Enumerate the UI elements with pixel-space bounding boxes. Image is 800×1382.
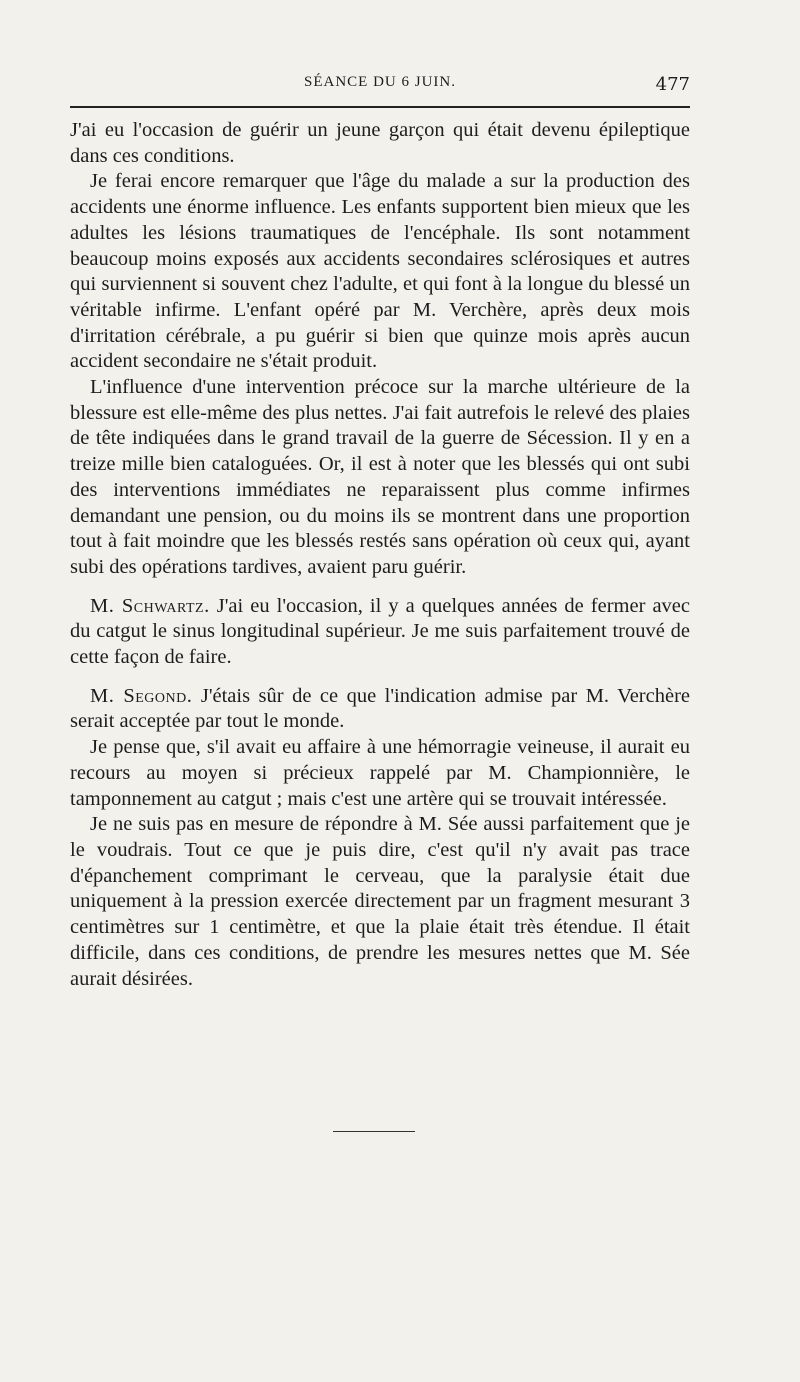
section-end-rule [333,1131,415,1132]
body-text [70,118,690,992]
paragraph: Je pense que, s'il avait eu affaire à une hémorragie veineuse, il aurait eu recours au moyen si précieux rappelé par M. Championnière, le tamponnement au catgut ; mais c'est une artère qui se trouvait intéressée. [70,736,690,810]
paragraph: L'influence d'une intervention précoce sur la marche ultérieure de la blessure est elle-même des plus nettes. J'ai fait autrefois le relevé des plaies de tête indiquées dans le grand travail de la guerre de Sécession. Il y en a treize mille bien cataloguées. Or, il est à noter que les blessés qui ont subi des interventions immédiates ne reparaissent plus comme infirmes demandant une pension, ou du moins ils se montrent dans une proportion tout à fait moindre que les blessés restés sans opération où ceux qui, ayant subi des opérations tardives, avaient paru guérir. [70,376,690,578]
header-rule [70,106,690,108]
paragraph: Je ne suis pas en mesure de répondre à M. Sée aussi parfaitement que je le voudrais. Tout ce que je puis dire, c'est qu'il n'y avait pas trace d'épanchement comprimant le cerveau, que la paralysie était due uniquement à la pression exercée directement par un fragment mesurant 3 centimètres sur 1 centimètre, et que la plaie était très étendue. Il était difficile, dans ces conditions, de prendre les mesures nettes que M. Sée aurait désirées. [70,813,690,990]
paragraph-segond: M. Segond. J'étais sûr de ce que l'indication admise par M. Verchère serait acceptée par tout le monde. [70,684,690,733]
page-number: 477 [655,74,690,95]
paragraph-schwartz: M. Schwartz. J'ai eu l'occasion, il y a quelques années de fermer avec du catgut le sinus longitudinal supérieur. Je me suis parfaitement trouvé de cette façon de faire. [70,594,691,669]
speaker-name: M. Schwartz. [90,594,210,617]
running-head [70,74,690,102]
paragraph: Je ferai encore remarquer que l'âge du malade a sur la production des accidents une énorme influence. Les enfants supportent bien mieux que les adultes les lésions traumatiques de l'encéphale. Ils sont notamment beaucoup moins exposés aux accidents secondaires sclérosiques et autres qui surviennent si souvent chez l'adulte, et qui font à la longue du blessé un véritable infirme. L'enfant opéré par M. Verchère, après deux mois d'irritation cérébrale, a pu guérir si bien que quinze mois après aucun accident secondaire ne s'était produit. [70,170,690,373]
speaker-name: M. Segond. [90,684,193,707]
paragraph: J'ai eu l'occasion de guérir un jeune garçon qui était devenu épileptique dans ces conditions. [70,119,690,167]
running-head-title: SÉANCE DU 6 JUIN. [304,74,456,90]
